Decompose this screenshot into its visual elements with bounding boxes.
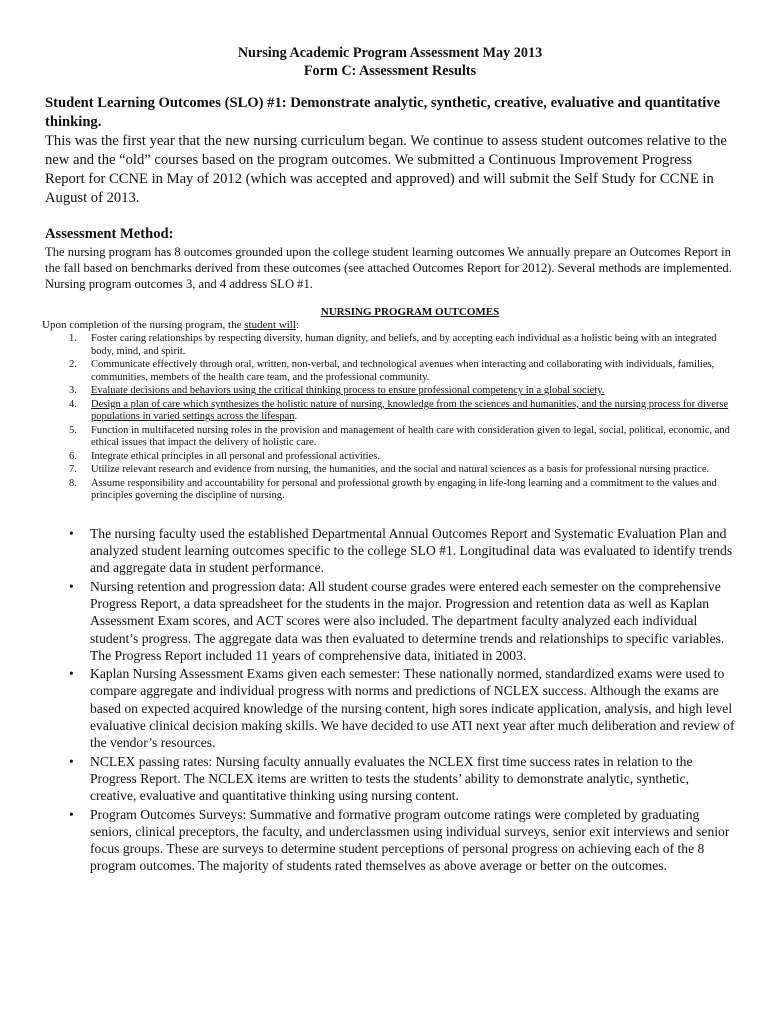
title-line-2: Form C: Assessment Results: [303, 63, 477, 79]
outcome-number: 6.: [69, 450, 77, 462]
bullet-item: [45, 806, 735, 875]
outcome-text: Evaluate decisions and behaviors using the critical thinking process to ensure professional competency in a global society.: [91, 385, 605, 397]
bullet-item: [45, 665, 735, 751]
outcome-item: [45, 359, 735, 384]
outcome-text: Assume responsibility and accountability for personal and professional growth by engaging in life-long learning and a commitment to the values and principles governing the discipline of nursing.: [91, 477, 717, 502]
outcome-number: 2.: [69, 359, 77, 371]
outcome-number: 1.: [69, 333, 77, 345]
outcome-text: Design a plan of care which synthesizes the holistic nature of nursing, knowledge from the sciences and humanities, and the nursing process for diverse populations in varied settings across the lifespan: [91, 398, 729, 423]
outcomes-intro-underlined: student will: [244, 319, 296, 331]
outcome-text: Integrate ethical principles in all personal and professional activities.: [91, 450, 380, 462]
bullet-text: Kaplan Nursing Assessment Exams given each semester: These nationally normed, standardized exams were used to compare aggregate and individual progress with norms and predictions of NCLEX success. Although the exams are based on expected acquired knowledge of the nursing content, high sores indicate application, analysis, and high level evaluative clinical decision making skills. We have decided to use ATI next year after much deliberation and review of the vendor’s resources.: [90, 666, 735, 751]
outcome-item: [45, 333, 735, 358]
bullet-text: Program Outcomes Surveys: Summative and formative program outcome ratings were completed by graduating seniors, clinical preceptors, the faculty, and underclassmen using individual surveys, senior exit interviews and senior focus groups. These are surveys to determine student perceptions of personal progress on achieving each of the 8 program outcomes. The majority of students rated themselves as above average or better on the outcomes.: [90, 806, 730, 874]
bullet-text: NCLEX passing rates: Nursing faculty annually evaluates the NCLEX first time success rates in relation to the Progress Report. The NCLEX items are written to tests the students’ ability to demonstrate analytic, synthetic, creative, evaluative and quantitative thinking using nursing content.: [90, 753, 693, 804]
outcome-text-suffix: .: [294, 411, 298, 423]
bullet-text: Nursing retention and progression data: All student course grades were entered each semester on the comprehensive Progress Report, a data spreadsheet for the students in the major. Progression and retention data as well as Kaplan Assessment Exam scores, and ACT scores were also included. The department faculty analyzed each individual student’s progress. The aggregate data was then evaluated to determine trends and relationships to specific variables. The Progress Report included 11 years of comprehensive data, initiated in 2003.: [90, 578, 725, 663]
outcomes-intro: [42, 319, 735, 332]
outcome-item: [45, 425, 735, 450]
outcome-number: 8.: [69, 477, 77, 489]
assessment-bullets: [45, 525, 735, 875]
document-title: [45, 44, 735, 80]
bullet-item: [45, 578, 735, 664]
outcome-item: [45, 451, 735, 463]
bullet-icon: •: [69, 806, 74, 822]
outcome-item: [45, 385, 735, 397]
outcome-text: Foster caring relationships by respecting diversity, human dignity, and beliefs, and by accepting each individual as a holistic being with an integrated body, mind, and spirit.: [91, 333, 717, 357]
outcome-item: [45, 464, 735, 476]
outcome-number: 7.: [69, 464, 77, 476]
outcome-number: 4.: [69, 398, 77, 410]
outcome-item: [45, 478, 735, 503]
document-page: [42, 44, 735, 876]
outcome-number: 5.: [69, 424, 77, 436]
outcome-item: [45, 399, 735, 424]
method-body: The nursing program has 8 outcomes grounded upon the college student learning outcomes We annually prepare an Outcomes Report in the fall based on benchmarks derived from these outcomes (see attached Outcomes Report for 2012). Several methods are implemented. Nursing program outcomes 3, and 4 address SLO #1.: [45, 245, 732, 291]
method-heading: Assessment Method:: [45, 226, 174, 242]
title-line-1: Nursing Academic Program Assessment May 2013: [237, 45, 543, 61]
outcome-text: Utilize relevant research and evidence from nursing, the humanities, and the social and natural sciences as a basis for professional nursing practice.: [91, 464, 710, 476]
bullet-icon: •: [69, 525, 74, 541]
outcomes-title: NURSING PROGRAM OUTCOMES: [320, 306, 500, 318]
outcome-number: 3.: [69, 385, 77, 397]
slo-heading: Student Learning Outcomes (SLO) #1: Demonstrate analytic, synthetic, creative, evaluative and quantitative thinking.: [45, 95, 721, 130]
outcome-text: Communicate effectively through oral, written, non-verbal, and technological avenues when interacting and collaborating with individuals, families, communities, members of the health care team, and the professional community.: [91, 359, 715, 383]
bullet-item: [45, 753, 735, 805]
bullet-text: The nursing faculty used the established Departmental Annual Outcomes Report and Systematic Evaluation Plan and analyzed student learning outcomes specific to the college SLO #1. Longitudinal data was evaluated to identify trends and aggregate data in student performance.: [90, 525, 733, 576]
slo-body: This was the first year that the new nursing curriculum began. We continue to assess student outcomes relative to the new and the “old” courses based on the program outcomes. We submitted a Continuous Improvement Progress Report for CCNE in May of 2012 (which was accepted and approved) and will submit the Self Study for CCNE in August of 2013.: [45, 133, 727, 206]
bullet-icon: •: [69, 753, 74, 769]
bullet-icon: •: [69, 578, 74, 594]
outcome-text: Function in multifaceted nursing roles in the provision and management of health care with consideration given to legal, social, political, economic, and ethical issues that impact the delivery of holistic care.: [91, 424, 730, 449]
outcomes-intro-suffix: :: [295, 319, 299, 331]
bullet-icon: •: [69, 666, 74, 682]
bullet-item: [45, 525, 735, 577]
outcomes-intro-prefix: Upon completion of the nursing program, the: [42, 319, 245, 331]
outcomes-list: [45, 333, 735, 503]
